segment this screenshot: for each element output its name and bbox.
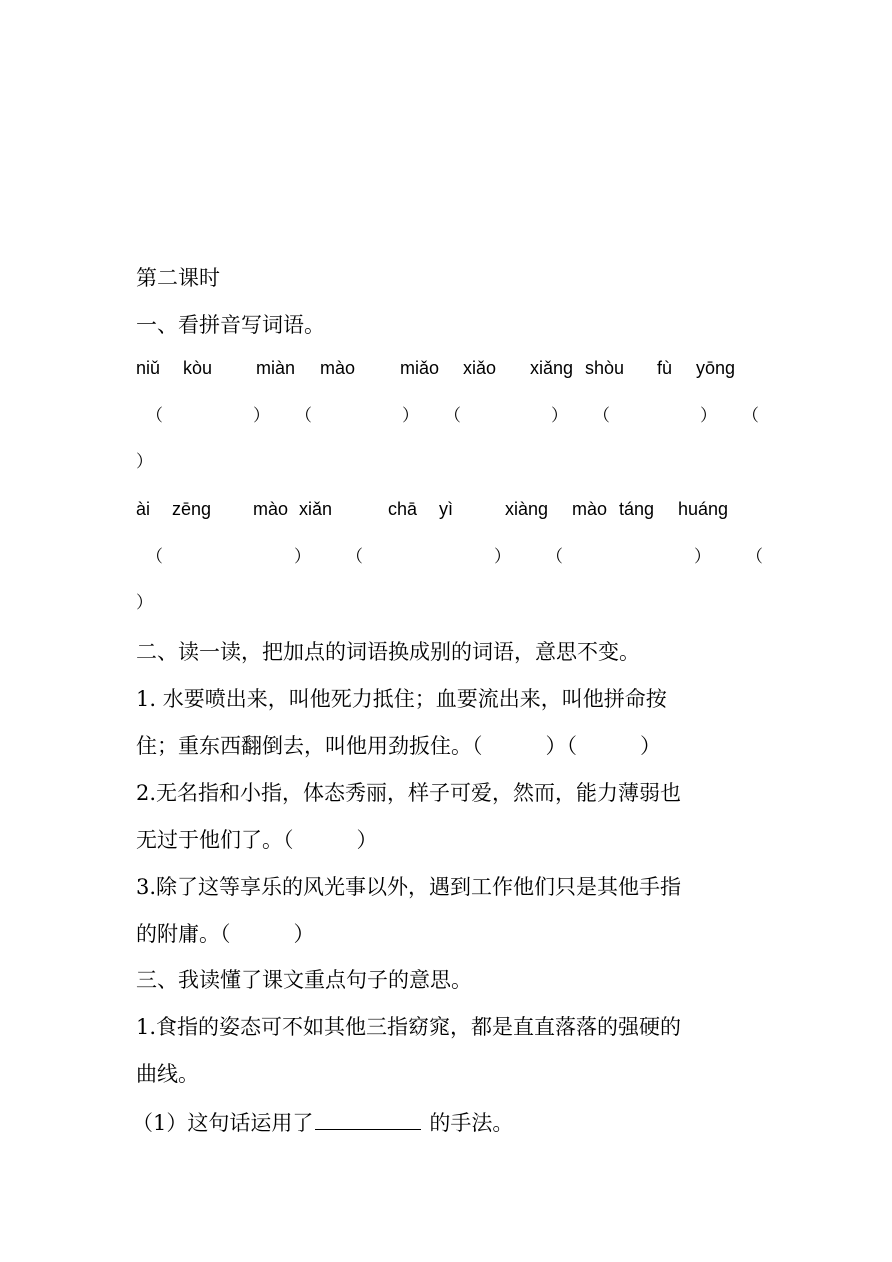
answer-box-close: ） [136, 593, 153, 612]
pinyin-syllable: xiàng [505, 499, 549, 519]
pinyin-row-2 [136, 497, 756, 521]
answer-box-close: ） [551, 406, 568, 425]
pinyin-syllable: kòu [183, 358, 213, 378]
answer-box-open: （ [742, 406, 759, 425]
answer-box-close: ） [253, 406, 270, 425]
pinyin-syllable: mào [320, 358, 356, 378]
pinyin-syllable: miǎo [400, 358, 440, 378]
answer-box-open: （ [346, 547, 363, 566]
answer-box-open: （ [444, 406, 461, 425]
pinyin-syllable: ài [136, 499, 151, 519]
pinyin-syllable: fù [657, 358, 673, 378]
sub1-prefix: （1）这句话运用了 [132, 1111, 314, 1135]
section2-q3-line2: 的附庸。（ ） [136, 922, 315, 946]
section1-heading: 一、看拼音写词语。 [136, 313, 325, 337]
answer-box-open: （ [593, 406, 610, 425]
pinyin-syllable: yōng [696, 358, 736, 378]
answer-box-close: ） [700, 406, 717, 425]
answer-box-close: ） [694, 547, 711, 566]
section3-heading: 三、我读懂了课文重点句子的意思。 [136, 968, 472, 992]
section3-q1-line1: 1.食指的姿态可不如其他三指窈窕，都是直直落落的强硬的 [136, 1015, 682, 1039]
answer-box-open: （ [295, 406, 312, 425]
section2-q3-line1: 3.除了这等享乐的风光事以外，遇到工作他们只是其他手指 [136, 875, 682, 899]
answer-box-close: ） [494, 547, 511, 566]
pinyin-syllable: mào [253, 499, 289, 519]
pinyin-syllable: xiǎo [463, 358, 497, 378]
section2-q1-line1: 1. 水要喷出来，叫他死力抵住；血要流出来，叫他拼命按 [136, 687, 667, 711]
answer-box-close: ） [136, 452, 153, 471]
pinyin-syllable: miàn [256, 358, 296, 378]
pinyin-syllable: xiǎng [530, 358, 574, 378]
pinyin-syllable: shòu [585, 358, 625, 378]
fill-blank-line[interactable] [315, 1107, 421, 1130]
lesson-title: 第二课时 [136, 266, 220, 290]
pinyin-syllable: yì [439, 499, 454, 519]
answer-box-open: （ [146, 406, 163, 425]
section3-sub1 [132, 1107, 513, 1137]
pinyin-syllable: niǔ [136, 358, 161, 378]
section3-q1-line2: 曲线。 [136, 1062, 199, 1086]
sub1-suffix: 的手法。 [429, 1111, 514, 1135]
pinyin-row-1 [136, 356, 756, 380]
section2-heading: 二、读一读，把加点的词语换成别的词语，意思不变。 [136, 640, 640, 664]
pinyin-syllable: xiǎn [299, 499, 333, 519]
answer-box-open: （ [546, 547, 563, 566]
pinyin-syllable: táng [619, 499, 655, 519]
section2-q1-line2: 住；重东西翻倒去，叫他用劲扳住。（ ）（ ） [136, 734, 661, 758]
pinyin-syllable: mào [572, 499, 608, 519]
pinyin-syllable: huáng [678, 499, 729, 519]
answer-box-open: （ [146, 547, 163, 566]
section2-q2-line2: 无过于他们了。（ ） [136, 828, 378, 852]
answer-box-close: ） [294, 547, 311, 566]
pinyin-syllable: zēng [172, 499, 212, 519]
pinyin-syllable: chā [388, 499, 418, 519]
section2-q2-line1: 2.无名指和小指，体态秀丽，样子可爱，然而，能力薄弱也 [136, 781, 682, 805]
answer-box-close: ） [402, 406, 419, 425]
answer-box-open: （ [746, 547, 763, 566]
